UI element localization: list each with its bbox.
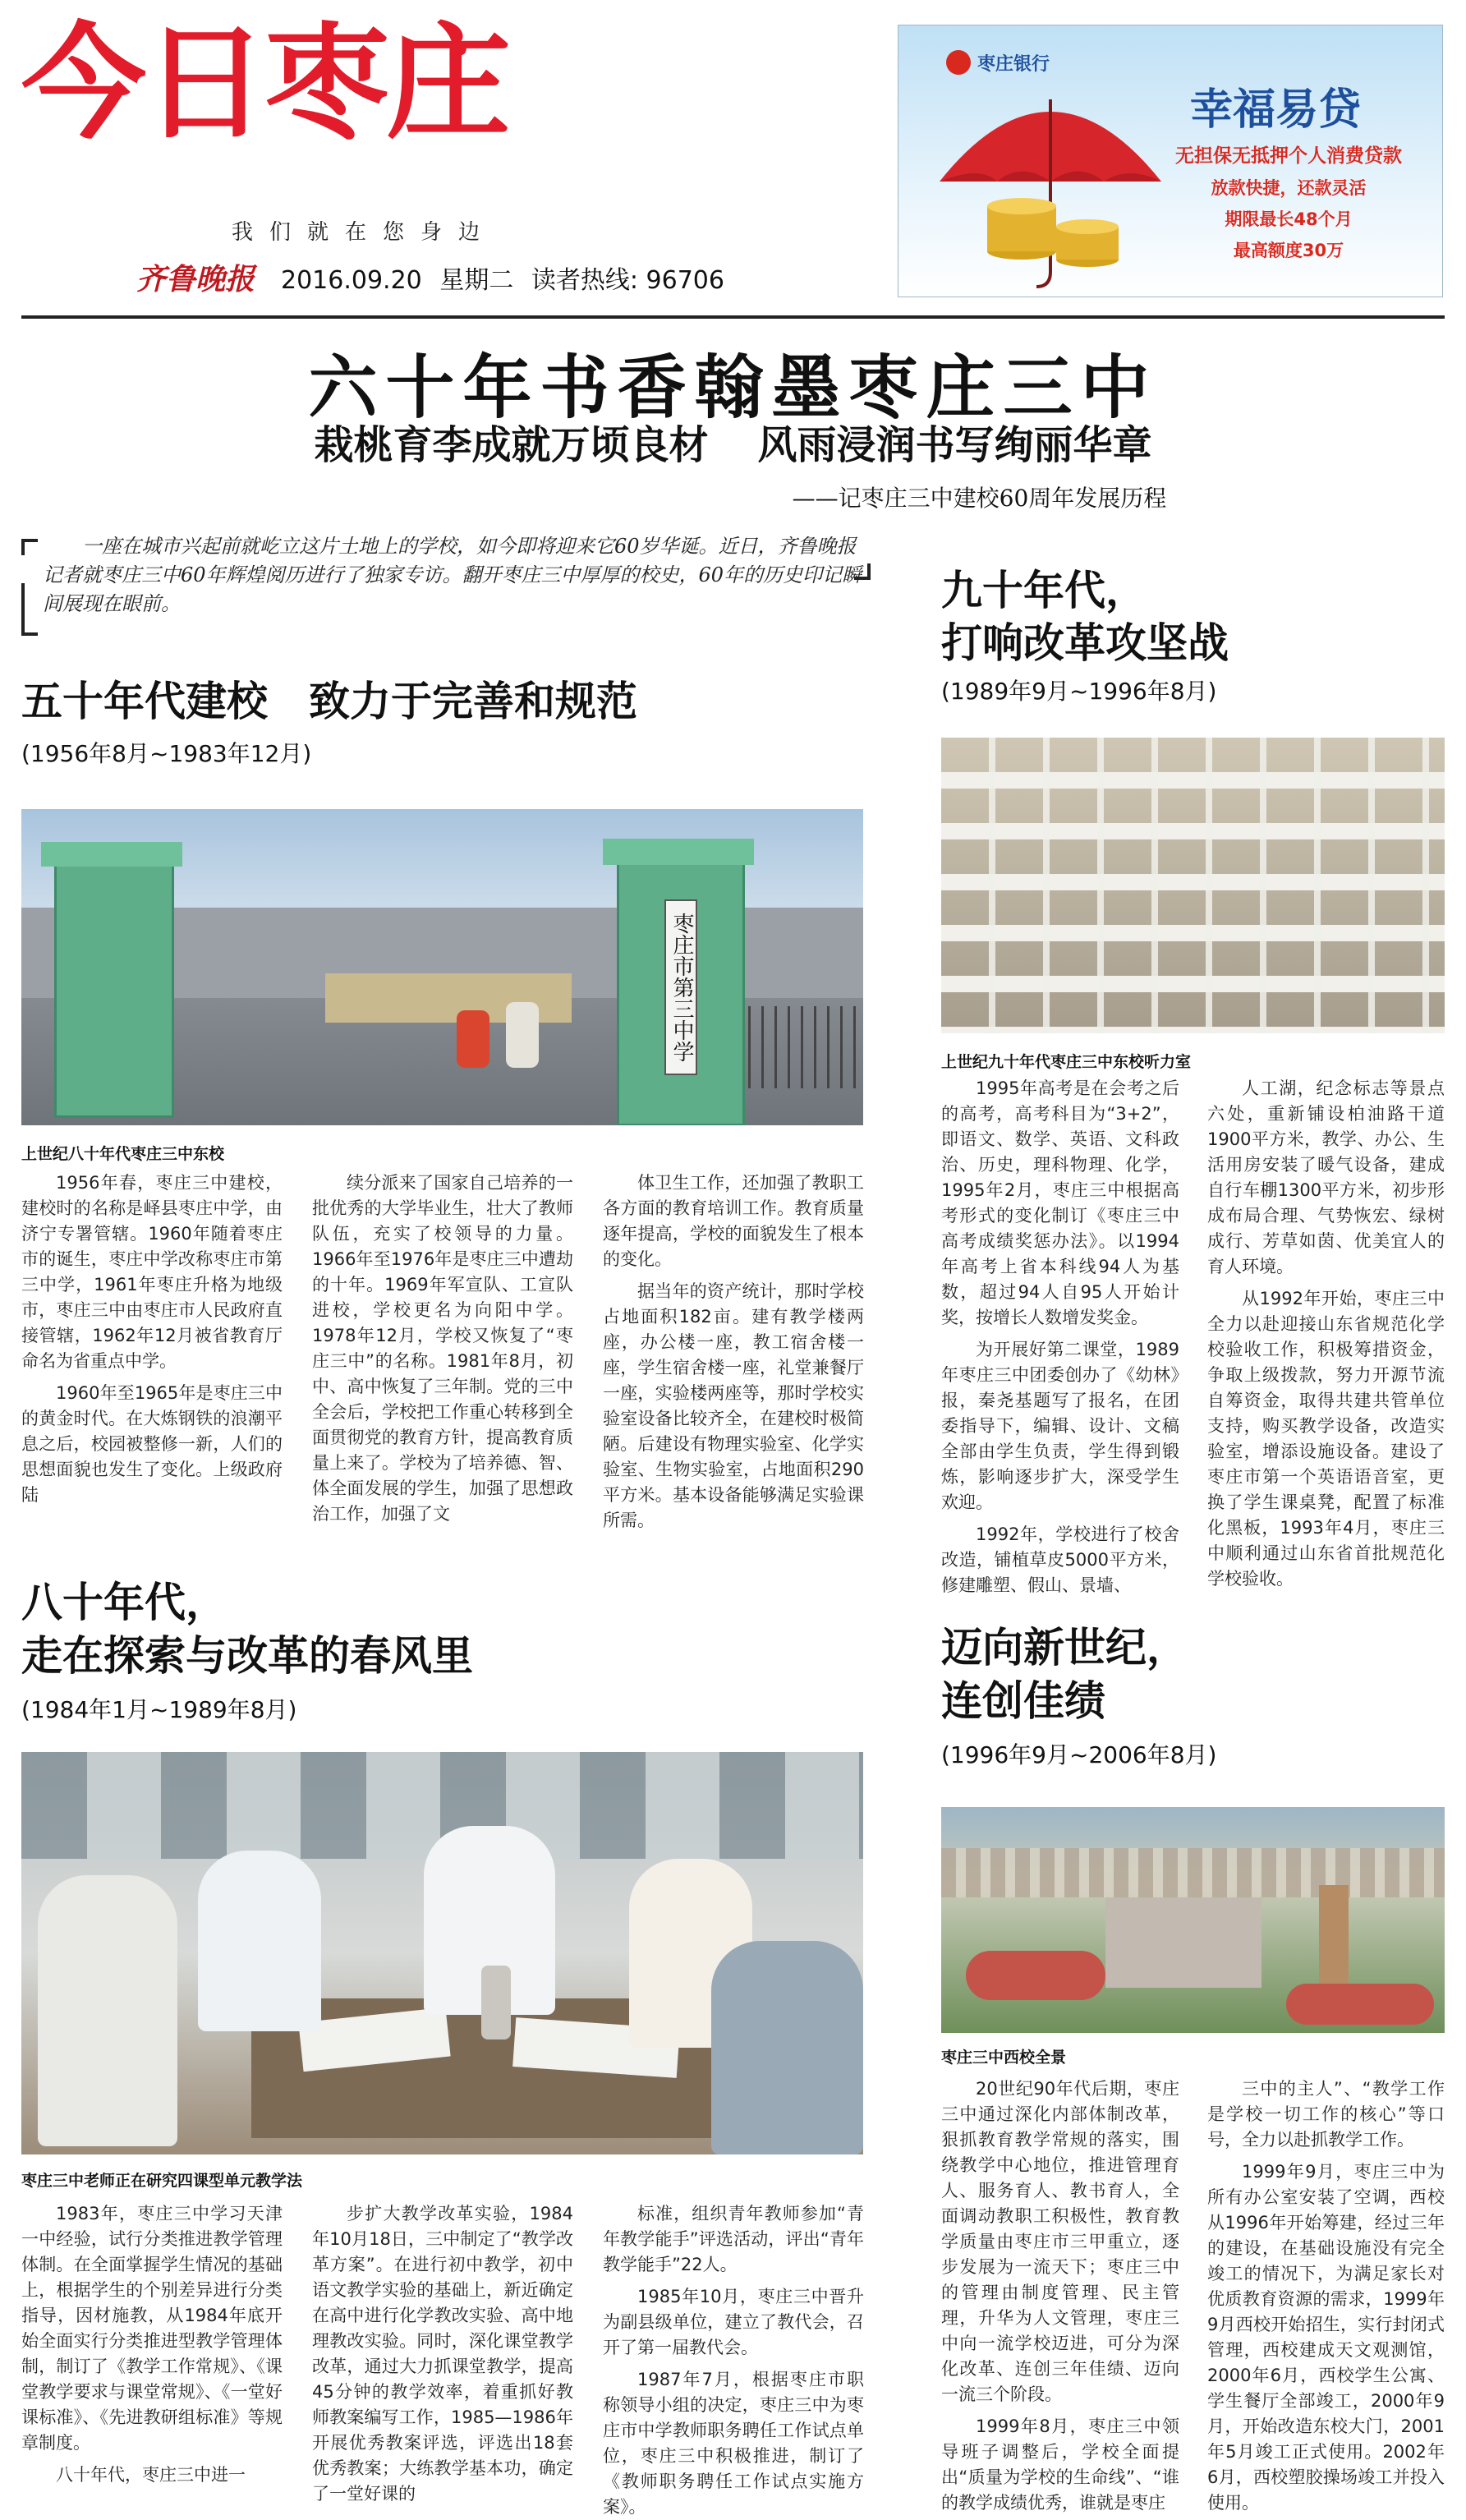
gate-sign: 枣庄市第三中学	[664, 899, 697, 1075]
section-80s-column-1: 1983年，枣庄三中学习天津一中经验，试行分类推进教学管理体制。在全面掌握学生情况的基础上，根据学生的个别差异进行分类指导，因材施教，从1984年底开始全面实行分类推进型教学管理体制，制订了《教学工作常规》、《课堂教学要求与课堂常规》、《一堂好课标准》、《先进教研组标准》等规章制度。 八十年代，枣庄三中进一	[21, 2204, 283, 2485]
issue-date: 2016.09.20	[281, 266, 422, 295]
section-80s-title-line-1: 八十年代，	[21, 1579, 227, 1626]
section-00s-title-line-2: 连创佳绩	[941, 1677, 1105, 1725]
reader-hotline: 读者热线: 96706	[531, 266, 724, 295]
caption-80s: 枣庄三中老师正在研究四课型单元教学法	[21, 2172, 303, 2190]
section-50s-column-2: 续分派来了国家自己培养的一批优秀的大学毕业生，壮大了教师队伍，充实了校领导的力量。1966年至1976年是枣庄三中遭劫的十年。1969年军宣队、工宣队进校，学校更名为向阳中学。1978年12月，学校又恢复了“枣庄三中”的名称。1981年8月，初中、高中恢复了三年制。党的三中全会后，学校把工作重心转移到全面贯彻党的教育方针，提高教育质量上来了。学校为了培养德、智、体全面发展的学生，加强了思想政治工作，加强了文	[312, 1173, 573, 1524]
issue-weekday: 星期二	[439, 266, 514, 295]
photo-teachers-meeting	[21, 1752, 863, 2154]
section-90s-column-2: 人工湖，纪念标志等景点六处，重新铺设柏油路干道1900平方米，教学、办公、生活用房安装了暖气设备，建成自行车棚1300平方米，初步形成布局合理、气势恢宏、绿树成行、芳草如茵、优美宜人的育人环境。 从1992年开始，枣庄三中全力以赴迎接山东省规范化学校验收工作，积极筹措资金，争取上级拨款，努力开源节流自筹资金，取得共建共管单位支持，购买教学设备，改造实验室，增添设施设备。建设了枣庄市第一个英语语音室，更换了学生课桌凳，配置了标准化黑板，1993年4月，枣庄三中顺利通过山东省首批规范化学校验收。	[1207, 1078, 1445, 1589]
article-subhead	[0, 413, 1466, 470]
intro-bracket	[21, 539, 38, 555]
bank-name: 枣庄银行	[977, 54, 1050, 75]
subhead-right: 风雨浸润书写绚丽华章	[757, 422, 1152, 468]
section-90s-title-line-1: 九十年代，	[941, 567, 1147, 614]
photo-listening-room	[941, 738, 1445, 1033]
article-headline: 六十年书香翰墨枣庄三中	[308, 347, 1158, 428]
section-90s-dates: (1989年9月~1996年8月)	[941, 678, 1217, 705]
caption-90s: 上世纪九十年代枣庄三中东校听力室	[941, 1053, 1192, 1071]
section-00s-column-1: 20世纪90年代后期，枣庄三中通过深化内部体制改革，狠抓教育教学常规的落实，围绕教学中心地位，推进管理育人、服务育人、教书育人，全面调动教职工积极性，教育教学质量由枣庄市三甲重立，逐步发展为一流天下；枣庄三中的管理由制度管理、民主管理，升华为人文管理，枣庄三中向一流学校迈进，可分为深化改革、连创三年佳绩、迈向一流三个阶段。 1999年8月，枣庄三中领导班子调整后，学校全面提出“质量为学校的生命线”、“谁的教学成绩优秀，谁就是枣庄	[941, 2079, 1179, 2513]
masthead-title: 今日枣庄	[21, 11, 508, 156]
section-90s-title-line-2: 打响改革攻坚战	[941, 619, 1229, 667]
article-intro: 一座在城市兴起前就屹立这片土地上的学校，如今即将迎来它60岁华诞。近日，齐鲁晚报记者就枣庄三中60年辉煌阅历进行了独家专访。翻开枣庄三中厚厚的校史，60年的历史印记瞬间展现在眼前。	[43, 535, 862, 615]
article-byline: ——记枣庄三中建校60周年发展历程	[792, 485, 1167, 512]
section-90s-column-1: 1995年高考是在会考之后的高考，高考科目为“3+2”，即语文、数学、英语、文科政治、历史，理科物理、化学，1995年2月，枣庄三中根据高考形式的变化制订《枣庄三中高考成绩奖惩办法》。以1994年高考上省本科线94人为基数，超过94人自95人开始计奖，按增长人数增发奖金。 为开展好第二课堂，1989年枣庄三中团委创办了《幼林》报，秦尧基题写了报名，在团委指导下，编辑、设计、文稿全部由学生负责，学生得到锻炼，影响逐步扩大，深受学生欢迎。 1992年，学校进行了校舍改造，铺植草皮5000平方米，修建雕塑、假山、景墙、	[941, 1078, 1179, 1595]
bank-advertisement[interactable]	[898, 25, 1443, 297]
section-00s-title-line-1: 迈向新世纪，	[941, 1624, 1188, 1672]
section-80s-column-3: 标准，组织青年教师参加“青年教学能手”评选活动，评出“青年教学能手”22人。 1985年10月，枣庄三中晋升为副县级单位，建立了教代会，召开了第一届教代会。 1987年7月，根据枣庄市职称领导小组的决定，枣庄三中为枣庄市中学教师职务聘任工作试点单位，枣庄三中积极推进，制订了《教师职务聘任工作试点实施方案》。	[603, 2204, 864, 2517]
section-50s-title: 五十年代建校 致力于完善和规范	[21, 678, 637, 725]
section-50s-column-1: 1956年春，枣庄三中建校，建校时的名称是峄县枣庄中学，由济宁专署管辖。1960年随着枣庄市的诞生，枣庄中学改称枣庄市第三中学，1961年枣庄升格为地级市，枣庄三中由枣庄市人民政府直接管辖，1962年12月被省教育厅命名为省重点中学。 1960年至1965年是枣庄三中的黄金时代。在大炼钢铁的浪潮平息之后，校园被整修一新，人们的思想面貌也发生了变化。上级政府陆	[21, 1173, 283, 1505]
section-00s-column-2: 三中的主人”、“教学工作是学校一切工作的核心”等口号，全力以赴抓教学工作。 1999年9月，枣庄三中为所有办公室安装了空调，西校从1996年开始筹建，经过三年的建设，在基础设施没有完全竣工的情况下，为满足家长对优质教育资源的需求，1999年9月西校开始招生，实行封闭式管理，西校建成天文观测馆，2000年6月，西校学生公寓、学生餐厅全部竣工，2000年9月，开始改造东校大门，2001年5月竣工正式使用。2002年6月，西校塑胶操场竣工并投入使用。	[1207, 2079, 1445, 2513]
ad-feature-3: 最高额度30万	[1233, 241, 1344, 260]
section-50s-dates: (1956年8月~1983年12月)	[21, 740, 312, 767]
brand-logo: 齐鲁晚报	[136, 262, 255, 297]
ad-product-name: 幸福易贷	[1190, 85, 1362, 135]
ad-tagline: 无担保无抵押个人消费贷款	[1175, 145, 1402, 167]
umbrella-coins-icon	[931, 75, 1170, 292]
subhead-left: 栽桃育李成就万顷良材	[314, 422, 709, 468]
masthead-slogan: 我们就在您身边	[232, 220, 497, 245]
bank-logo-icon	[946, 50, 971, 75]
photo-school-gate-1980s	[21, 809, 863, 1125]
section-80s-dates: (1984年1月~1989年8月)	[21, 1696, 297, 1723]
ad-feature-1: 放款快捷，还款灵活	[1211, 178, 1367, 198]
section-00s-dates: (1996年9月~2006年8月)	[941, 1741, 1217, 1768]
photo-west-campus	[941, 1807, 1445, 2033]
section-80s-column-2: 步扩大教学改革实验，1984年10月18日，三中制定了“教学改革方案”。在进行初中教学，初中语文教学实验的基础上，新近确定在高中进行化学教改实验、高中地理教改实验。同时，深化课堂教学改革，通过大力抓课堂教学，提高45分钟的教学效率，着重抓好教师教案编写工作，1985—1986年开展优秀教案评选，评选出18套优秀教案；大练教学基本功，确定了一堂好课的	[312, 2204, 573, 2504]
intro-bracket	[21, 583, 38, 636]
ad-feature-2: 期限最长48个月	[1225, 209, 1353, 229]
caption-50s: 上世纪八十年代枣庄三中东校	[21, 1145, 225, 1163]
masthead-rule	[21, 315, 1445, 319]
dateline	[281, 260, 734, 296]
section-80s-title-line-2: 走在探索与改革的春风里	[21, 1632, 473, 1680]
caption-00s: 枣庄三中西校全景	[941, 2049, 1067, 2067]
section-50s-column-3: 体卫生工作，还加强了教职工各方面的教育培训工作。教育质量逐年提高，学校的面貌发生了根本的变化。 据当年的资产统计，那时学校占地面积182亩。建有教学楼两座，办公楼一座，教工宿舍楼一座，学生宿舍楼一座，礼堂兼餐厅一座，实验楼两座等，那时学校实验室设备比较齐全，在建校时极简陋。后建设有物理实验室、化学实验室、生物实验室，占地面积290平方米。基本设备能够满足实验课所需。	[603, 1173, 864, 1530]
